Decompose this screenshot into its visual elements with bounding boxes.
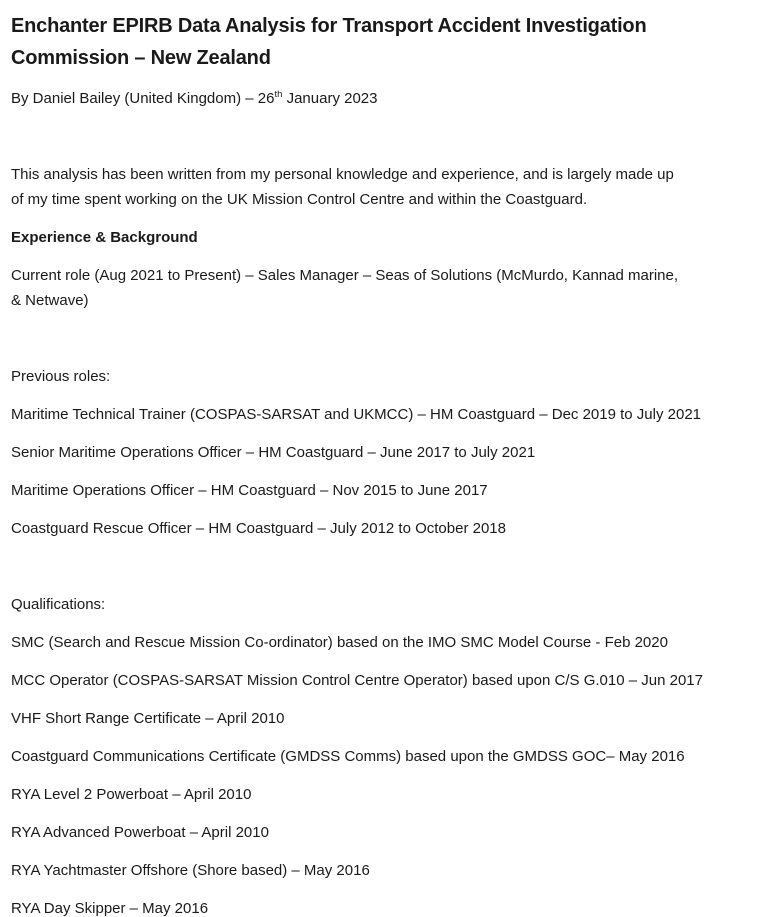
current-role-line-1: Current role (Aug 2021 to Present) – Sales Manager – Seas of Solutions (McMurdo, Kannad marine,	[11, 267, 679, 284]
intro-paragraph	[11, 162, 767, 212]
paragraph-previous-role-2: Senior Maritime Operations Officer – HM Coastguard – June 2017 to July 2021	[11, 444, 536, 461]
intro-line-1: This analysis has been written from my personal knowledge and experience, and is largely made up	[11, 166, 674, 183]
byline-ordinal-superscript: th	[274, 89, 283, 100]
paragraph-qualification-7: RYA Yachtmaster Offshore (Shore based) – May 2016	[11, 862, 370, 879]
paragraph-qualification-1: SMC (Search and Rescue Mission Co-ordinator) based on the IMO SMC Model Course - Feb 2020	[11, 634, 668, 651]
label-previous-roles: Previous roles:	[11, 368, 111, 385]
paragraph-previous-role-4: Coastguard Rescue Officer – HM Coastguard – July 2012 to October 2018	[11, 520, 506, 537]
paragraph-qualification-6: RYA Advanced Powerboat – April 2010	[11, 824, 269, 841]
current-role-line-2: & Netwave)	[11, 292, 89, 309]
blank-line	[11, 326, 767, 364]
paragraph-qualification-8: RYA Day Skipper – May 2016	[11, 900, 209, 917]
byline-suffix: January 2023	[282, 90, 378, 107]
paragraph-previous-role-3: Maritime Operations Officer – HM Coastguard – Nov 2015 to June 2017	[11, 482, 488, 499]
blank-line	[11, 554, 767, 592]
title-line-2: Commission – New Zealand	[11, 47, 271, 69]
title-line-1: Enchanter EPIRB Data Analysis for Transport Accident Investigation	[11, 15, 647, 37]
blank-line	[11, 124, 767, 162]
document-title	[11, 10, 767, 74]
heading-experience-background: Experience & Background	[11, 229, 198, 246]
byline-prefix: By Daniel Bailey (United Kingdom) – 26	[11, 90, 275, 107]
paragraph-qualification-4: Coastguard Communications Certificate (GMDSS Comms) based upon the GMDSS GOC– May 2016	[11, 748, 685, 765]
label-qualifications: Qualifications:	[11, 596, 106, 613]
intro-line-2: of my time spent working on the UK Mission Control Centre and within the Coastguard.	[11, 191, 588, 208]
paragraph-previous-role-1: Maritime Technical Trainer (COSPAS-SARSAT and UKMCC) – HM Coastguard – Dec 2019 to July 2021	[11, 406, 701, 423]
paragraph-qualification-3: VHF Short Range Certificate – April 2010	[11, 710, 285, 727]
paragraph-qualification-5: RYA Level 2 Powerboat – April 2010	[11, 786, 252, 803]
byline	[11, 82, 767, 111]
paragraph-current-role	[11, 263, 767, 313]
paragraph-qualification-2: MCC Operator (COSPAS-SARSAT Mission Control Centre Operator) based upon C/S G.010 – Jun 2017	[11, 672, 703, 689]
